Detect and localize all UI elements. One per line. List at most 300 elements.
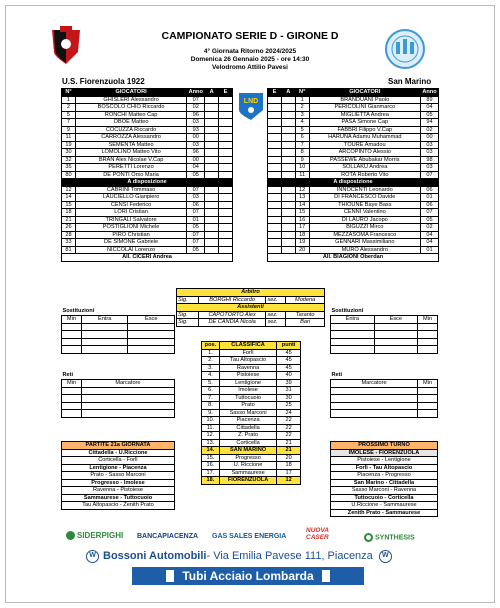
fixture-match: Progresso - Imolese: [62, 479, 175, 487]
blank-cell[interactable]: [62, 410, 82, 418]
player-row: [62, 209, 233, 217]
player-row: [62, 239, 233, 247]
standings-points: 20: [277, 454, 301, 462]
player-number: 15: [62, 201, 76, 209]
blank-cell[interactable]: [62, 323, 82, 331]
standings-team: SAN MARINO: [219, 447, 276, 455]
home-lineup-table: [61, 88, 233, 262]
blank-cell[interactable]: [374, 331, 418, 339]
next-round-match: U.Riccione - Sammaurese: [331, 502, 438, 510]
player-number: 21: [62, 216, 76, 224]
standings-pos: 13.: [202, 439, 220, 447]
player-row: [268, 224, 439, 232]
col-min: Min: [62, 316, 82, 324]
blank-cell[interactable]: [418, 346, 438, 354]
blank-row: [62, 338, 175, 346]
player-number: 1: [295, 96, 309, 104]
player-number: 5: [62, 111, 76, 119]
blank-cell[interactable]: [418, 395, 438, 403]
cell-a: [205, 201, 219, 209]
fixture-row: [62, 457, 175, 465]
cell-a: [281, 141, 295, 149]
player-row: [268, 141, 439, 149]
cell-a: [281, 149, 295, 157]
blank-row: [62, 331, 175, 339]
blank-cell[interactable]: [418, 331, 438, 339]
home-substitutions-table: [61, 308, 175, 354]
blank-row: [331, 346, 438, 354]
blank-cell[interactable]: [81, 387, 174, 395]
player-row: [268, 156, 439, 164]
standings-pos: 1.: [202, 349, 220, 357]
badge-text: LND: [243, 98, 259, 105]
player-name: NICCOLAI Lorenzo: [75, 246, 186, 254]
cell-e: [268, 186, 282, 194]
standings-points: 24: [277, 409, 301, 417]
player-row: [268, 239, 439, 247]
cell-a: [281, 164, 295, 172]
player-row: [62, 201, 233, 209]
cell-e: [219, 111, 233, 119]
cell-e: [268, 149, 282, 157]
player-row: [268, 171, 439, 179]
standings-team: Z. Prato: [219, 432, 276, 440]
player-year: 03: [187, 194, 205, 202]
player-year: 03: [420, 141, 438, 149]
col-standings: CLASSIFICA: [219, 342, 276, 350]
standings-points: 31: [277, 387, 301, 395]
cell-a: [205, 134, 219, 142]
blank-cell[interactable]: [81, 410, 174, 418]
blank-cell[interactable]: [331, 323, 375, 331]
cell-e: [219, 231, 233, 239]
blank-row: [62, 395, 175, 403]
col-e: E: [268, 89, 282, 97]
fixture-row: [62, 487, 175, 495]
cell-e: [219, 104, 233, 112]
referee-label: Arbitro: [177, 289, 325, 297]
next-round-highlight: IMOLESE - FIORENZUOLA: [331, 449, 438, 457]
standings-team: Forlì: [219, 349, 276, 357]
player-year: 05: [187, 246, 205, 254]
standings-pos: 14.: [202, 447, 220, 455]
cell-a: [205, 216, 219, 224]
player-name: MEZZASOMA Francesco: [309, 231, 420, 239]
away-lineup-table: [267, 88, 439, 262]
player-number: 16: [295, 216, 309, 224]
next-round-row: [331, 457, 438, 465]
blank-cell[interactable]: [62, 346, 82, 354]
fixture-match: Corticella - Forlì: [62, 457, 175, 465]
cell-e: [219, 186, 233, 194]
cell-a: [205, 156, 219, 164]
standings-team: Piacenza: [219, 417, 276, 425]
blank-cell[interactable]: [62, 331, 82, 339]
player-number: 1: [62, 96, 76, 104]
blank-cell[interactable]: [374, 323, 418, 331]
player-number: 3: [295, 111, 309, 119]
cell-a: [281, 209, 295, 217]
player-row: [62, 96, 233, 104]
player-name: TRINGALI Salvatore: [75, 216, 186, 224]
blank-row: [331, 338, 438, 346]
player-number: 32: [62, 156, 76, 164]
player-row: [268, 231, 439, 239]
player-number: 81: [62, 246, 76, 254]
player-row: [62, 194, 233, 202]
standings-team: Tuttocuoio: [219, 394, 276, 402]
next-round-row: [331, 472, 438, 480]
cell-a: [281, 201, 295, 209]
player-name: DE SIMONE Gabriele: [75, 239, 186, 247]
cell-e: [219, 96, 233, 104]
standings-team: Tau Altopascio: [219, 357, 276, 365]
player-name: PASA Simone Cap: [309, 119, 420, 127]
player-year: 07: [420, 171, 438, 179]
player-year: 02: [187, 104, 205, 112]
bench-separator: [268, 179, 439, 187]
subs-label: Sostituzioni: [331, 308, 364, 315]
player-year: 01: [187, 216, 205, 224]
player-year: 02: [420, 224, 438, 232]
blank-cell[interactable]: [331, 331, 375, 339]
standings-points: 21: [277, 439, 301, 447]
player-name: GHISLERI Alessandro: [75, 96, 186, 104]
player-number: 19: [62, 141, 76, 149]
standings-team: Corticella: [219, 439, 276, 447]
blank-cell[interactable]: [374, 338, 418, 346]
player-name: TOURE Amadou: [309, 141, 420, 149]
player-year: 07: [187, 96, 205, 104]
col-scorer: Marcatore: [81, 380, 174, 388]
standings-points: 21: [277, 447, 301, 455]
standings-pos: 18.: [202, 477, 220, 485]
sponsor-gas-sales: GAS SALES ENERGIA: [212, 533, 287, 540]
blank-cell[interactable]: [418, 338, 438, 346]
fixture-row: [62, 479, 175, 487]
player-year: 04: [187, 164, 205, 172]
player-name: CENSI Federico: [75, 201, 186, 209]
standings-team: Pistoiese: [219, 372, 276, 380]
cell-e: [219, 224, 233, 232]
player-row: [268, 246, 439, 254]
standings-team: Lentigione: [219, 379, 276, 387]
standings-points: 17: [277, 469, 301, 477]
player-number: 18: [62, 209, 76, 217]
standings-team: Sammaurese: [219, 469, 276, 477]
blank-cell[interactable]: [331, 402, 418, 410]
player-number: 9: [295, 156, 309, 164]
fixtures-table: [61, 441, 175, 510]
player-year: 01: [420, 246, 438, 254]
player-row: [268, 104, 439, 112]
blank-cell[interactable]: [331, 395, 418, 403]
player-row: [268, 111, 439, 119]
player-year: 03: [420, 164, 438, 172]
sponsor-synthesis: SYNTHESIS: [364, 533, 415, 542]
cell-a: [205, 194, 219, 202]
next-round-match: Forlì - Tau Altopascio: [331, 464, 438, 472]
coach-row: [62, 254, 233, 262]
player-name: HARUNA Adamu Muhammad: [309, 134, 420, 142]
player-year: 96: [187, 111, 205, 119]
player-row: [62, 149, 233, 157]
next-round-match: Piacenza - Progresso: [331, 472, 438, 480]
blank-row: [331, 387, 438, 395]
player-name: BOSCOLO CHIO Riccardo: [75, 104, 186, 112]
cell-a: [281, 246, 295, 254]
player-year: 04: [420, 239, 438, 247]
standings-pos: 7.: [202, 394, 220, 402]
player-year: 94: [420, 119, 438, 127]
cell-e: [268, 156, 282, 164]
player-number: 7: [62, 119, 76, 127]
standings-pos: 10.: [202, 417, 220, 425]
player-name: PASSEWE Abubakar Morris: [309, 156, 420, 164]
standings-row: [202, 379, 301, 387]
standings-pos: 6.: [202, 387, 220, 395]
blank-cell[interactable]: [128, 323, 175, 331]
player-row: [62, 111, 233, 119]
standings-points: 40: [277, 372, 301, 380]
cell-a: [205, 111, 219, 119]
home-team-name: U.S. Fiorenzuola 1922: [62, 77, 145, 86]
player-row: [62, 171, 233, 179]
blank-cell[interactable]: [81, 331, 128, 339]
player-row: [268, 216, 439, 224]
cell-e: [268, 164, 282, 172]
player-number: 17: [295, 224, 309, 232]
fixture-match: Ravenna - Pistoiese: [62, 487, 175, 495]
blank-cell[interactable]: [81, 338, 128, 346]
player-name: BIGUZZI Mirco: [309, 224, 420, 232]
cell-a: [205, 126, 219, 134]
blank-cell[interactable]: [331, 410, 418, 418]
player-year: 98: [420, 156, 438, 164]
blank-cell[interactable]: [128, 338, 175, 346]
player-year: 07: [187, 239, 205, 247]
col-in: Entra: [81, 316, 128, 324]
standings-pos: 16.: [202, 462, 220, 470]
player-row: [268, 186, 439, 194]
vw-logo-icon: W: [379, 550, 392, 563]
player-name: CARROZZA Alessandro: [75, 134, 186, 142]
next-round-row: [331, 464, 438, 472]
standings-points: 45: [277, 364, 301, 372]
blank-cell[interactable]: [374, 346, 418, 354]
player-year: 01: [420, 194, 438, 202]
player-year: 89: [420, 96, 438, 104]
player-name: ARCOPINTO Alessio: [309, 149, 420, 157]
blank-row: [331, 331, 438, 339]
player-name: INNOCENTI Leonardo: [309, 186, 420, 194]
san-marino-crest-icon: [384, 28, 426, 70]
blank-cell[interactable]: [81, 395, 174, 403]
cell-e: [219, 119, 233, 127]
player-row: [62, 134, 233, 142]
player-year: 00: [187, 156, 205, 164]
player-row: [268, 119, 439, 127]
col-pos: pos.: [202, 342, 220, 350]
cell-a: [281, 119, 295, 127]
player-row: [268, 134, 439, 142]
standings-team: Prato: [219, 402, 276, 410]
player-number: 35: [62, 164, 76, 172]
standings-row: [202, 357, 301, 365]
bench-label: A disposizione: [268, 179, 439, 187]
standings-points: 22: [277, 432, 301, 440]
col-min: Min: [418, 316, 438, 324]
referee-section: Modena: [286, 296, 325, 304]
player-year: 05: [420, 111, 438, 119]
goals-label: Reti: [331, 372, 343, 379]
blank-cell[interactable]: [331, 387, 418, 395]
player-year: 00: [420, 134, 438, 142]
cell-a: [281, 96, 295, 104]
fixture-row: [62, 449, 175, 457]
player-row: [268, 209, 439, 217]
standings-points: 22: [277, 424, 301, 432]
standings-row: [202, 469, 301, 477]
standings-pos: 17.: [202, 469, 220, 477]
referee-name: BORGHI Riccardo: [198, 296, 266, 304]
blank-cell[interactable]: [62, 338, 82, 346]
sig-label: Sig.: [177, 319, 199, 327]
cell-e: [268, 126, 282, 134]
sponsor-tubi-acciaio: Tubi Acciaio Lombarda: [132, 567, 364, 585]
blank-cell[interactable]: [62, 387, 82, 395]
standings-team: FIORENZUOLA: [219, 477, 276, 485]
cell-a: [205, 231, 219, 239]
blank-cell[interactable]: [62, 395, 82, 403]
blank-cell[interactable]: [62, 402, 82, 410]
col-a: A: [281, 89, 295, 97]
tubi-logo-icon: [166, 570, 174, 582]
standings-pos: 2.: [202, 357, 220, 365]
cell-e: [268, 246, 282, 254]
player-year: 05: [420, 216, 438, 224]
blank-cell[interactable]: [128, 346, 175, 354]
player-name: LOMOLINO Matteo Vito: [75, 149, 186, 157]
player-number: 26: [62, 224, 76, 232]
standings-row: [202, 349, 301, 357]
player-number: 9: [62, 126, 76, 134]
standings-team: Sasso Marconi: [219, 409, 276, 417]
player-name: LORI Cristian: [75, 209, 186, 217]
blank-cell[interactable]: [331, 346, 375, 354]
standings-row: [202, 439, 301, 447]
blank-cell[interactable]: [418, 323, 438, 331]
player-row: [268, 126, 439, 134]
blank-row: [62, 387, 175, 395]
standings-points: 18: [277, 462, 301, 470]
player-year: 03: [187, 119, 205, 127]
standings-points: 25: [277, 402, 301, 410]
cell-e: [219, 201, 233, 209]
sponsor-bancapiacenza: BANCAPIACENZA: [137, 533, 199, 540]
player-name: PERETTI Lorenzo: [75, 164, 186, 172]
col-number: N°: [62, 89, 76, 97]
sponsor-nuova-caser: NUOVA CASER: [306, 527, 329, 541]
col-a: A: [205, 89, 219, 97]
cell-a: [205, 246, 219, 254]
cell-e: [268, 201, 282, 209]
home-goals-table: [61, 372, 175, 418]
player-row: [268, 201, 439, 209]
col-players: GIOCATORI: [75, 89, 186, 97]
cell-e: [268, 231, 282, 239]
cell-e: [268, 134, 282, 142]
player-year: 07: [187, 209, 205, 217]
blank-cell[interactable]: [81, 402, 174, 410]
player-year: 07: [420, 209, 438, 217]
cell-a: [281, 216, 295, 224]
blank-cell[interactable]: [128, 331, 175, 339]
cell-e: [268, 224, 282, 232]
cell-e: [219, 216, 233, 224]
assistant-section: Bari: [286, 319, 325, 327]
cell-e: [219, 171, 233, 179]
cell-a: [205, 239, 219, 247]
bench-separator: [62, 179, 233, 187]
player-year: 02: [420, 126, 438, 134]
col-scorer: Marcatore: [331, 380, 418, 388]
col-in: Entra: [331, 316, 375, 324]
player-name: BRANDUANI Paolo: [309, 96, 420, 104]
next-round-match: San Marino - Cittadella: [331, 479, 438, 487]
cell-e: [268, 111, 282, 119]
player-year: 03: [420, 149, 438, 157]
fixture-match: Prato - Sasso Marconi: [62, 472, 175, 480]
player-name: DI FRANCESCO Davide: [309, 194, 420, 202]
assistant-section: Taranto: [286, 311, 325, 319]
coach-name: All. CICERI Andrea: [62, 254, 233, 262]
standings-row: [202, 372, 301, 380]
player-year: 04: [420, 231, 438, 239]
sez-label: sez.: [266, 311, 286, 319]
blank-row: [331, 395, 438, 403]
player-number: 8: [295, 149, 309, 157]
cell-e: [219, 209, 233, 217]
cell-e: [219, 239, 233, 247]
blank-cell[interactable]: [331, 338, 375, 346]
cell-a: [281, 111, 295, 119]
blank-cell[interactable]: [81, 323, 128, 331]
blank-cell[interactable]: [418, 410, 438, 418]
cell-e: [268, 194, 282, 202]
player-row: [62, 186, 233, 194]
cell-e: [268, 239, 282, 247]
player-name: CENNI Valentino: [309, 209, 420, 217]
col-year: Anno: [422, 89, 437, 95]
blank-cell[interactable]: [418, 402, 438, 410]
player-name: THIOUNE Baye Bass: [309, 201, 420, 209]
player-name: POSTIGLIONI Michele: [75, 224, 186, 232]
player-name: OBOE Matteo: [75, 119, 186, 127]
standings-points: 39: [277, 379, 301, 387]
fixture-match: Cittadella - U.Riccione: [62, 449, 175, 457]
blank-cell[interactable]: [81, 346, 128, 354]
player-year: 06: [187, 201, 205, 209]
blank-cell[interactable]: [418, 387, 438, 395]
fixture-row: [62, 472, 175, 480]
player-name: BRAN Alex Nicolae V.Cap: [75, 156, 186, 164]
standings-row: [202, 432, 301, 440]
standings-row: [202, 364, 301, 372]
player-number: 28: [62, 231, 76, 239]
standings-team: Progresso: [219, 454, 276, 462]
away-goals-table: [330, 372, 438, 418]
